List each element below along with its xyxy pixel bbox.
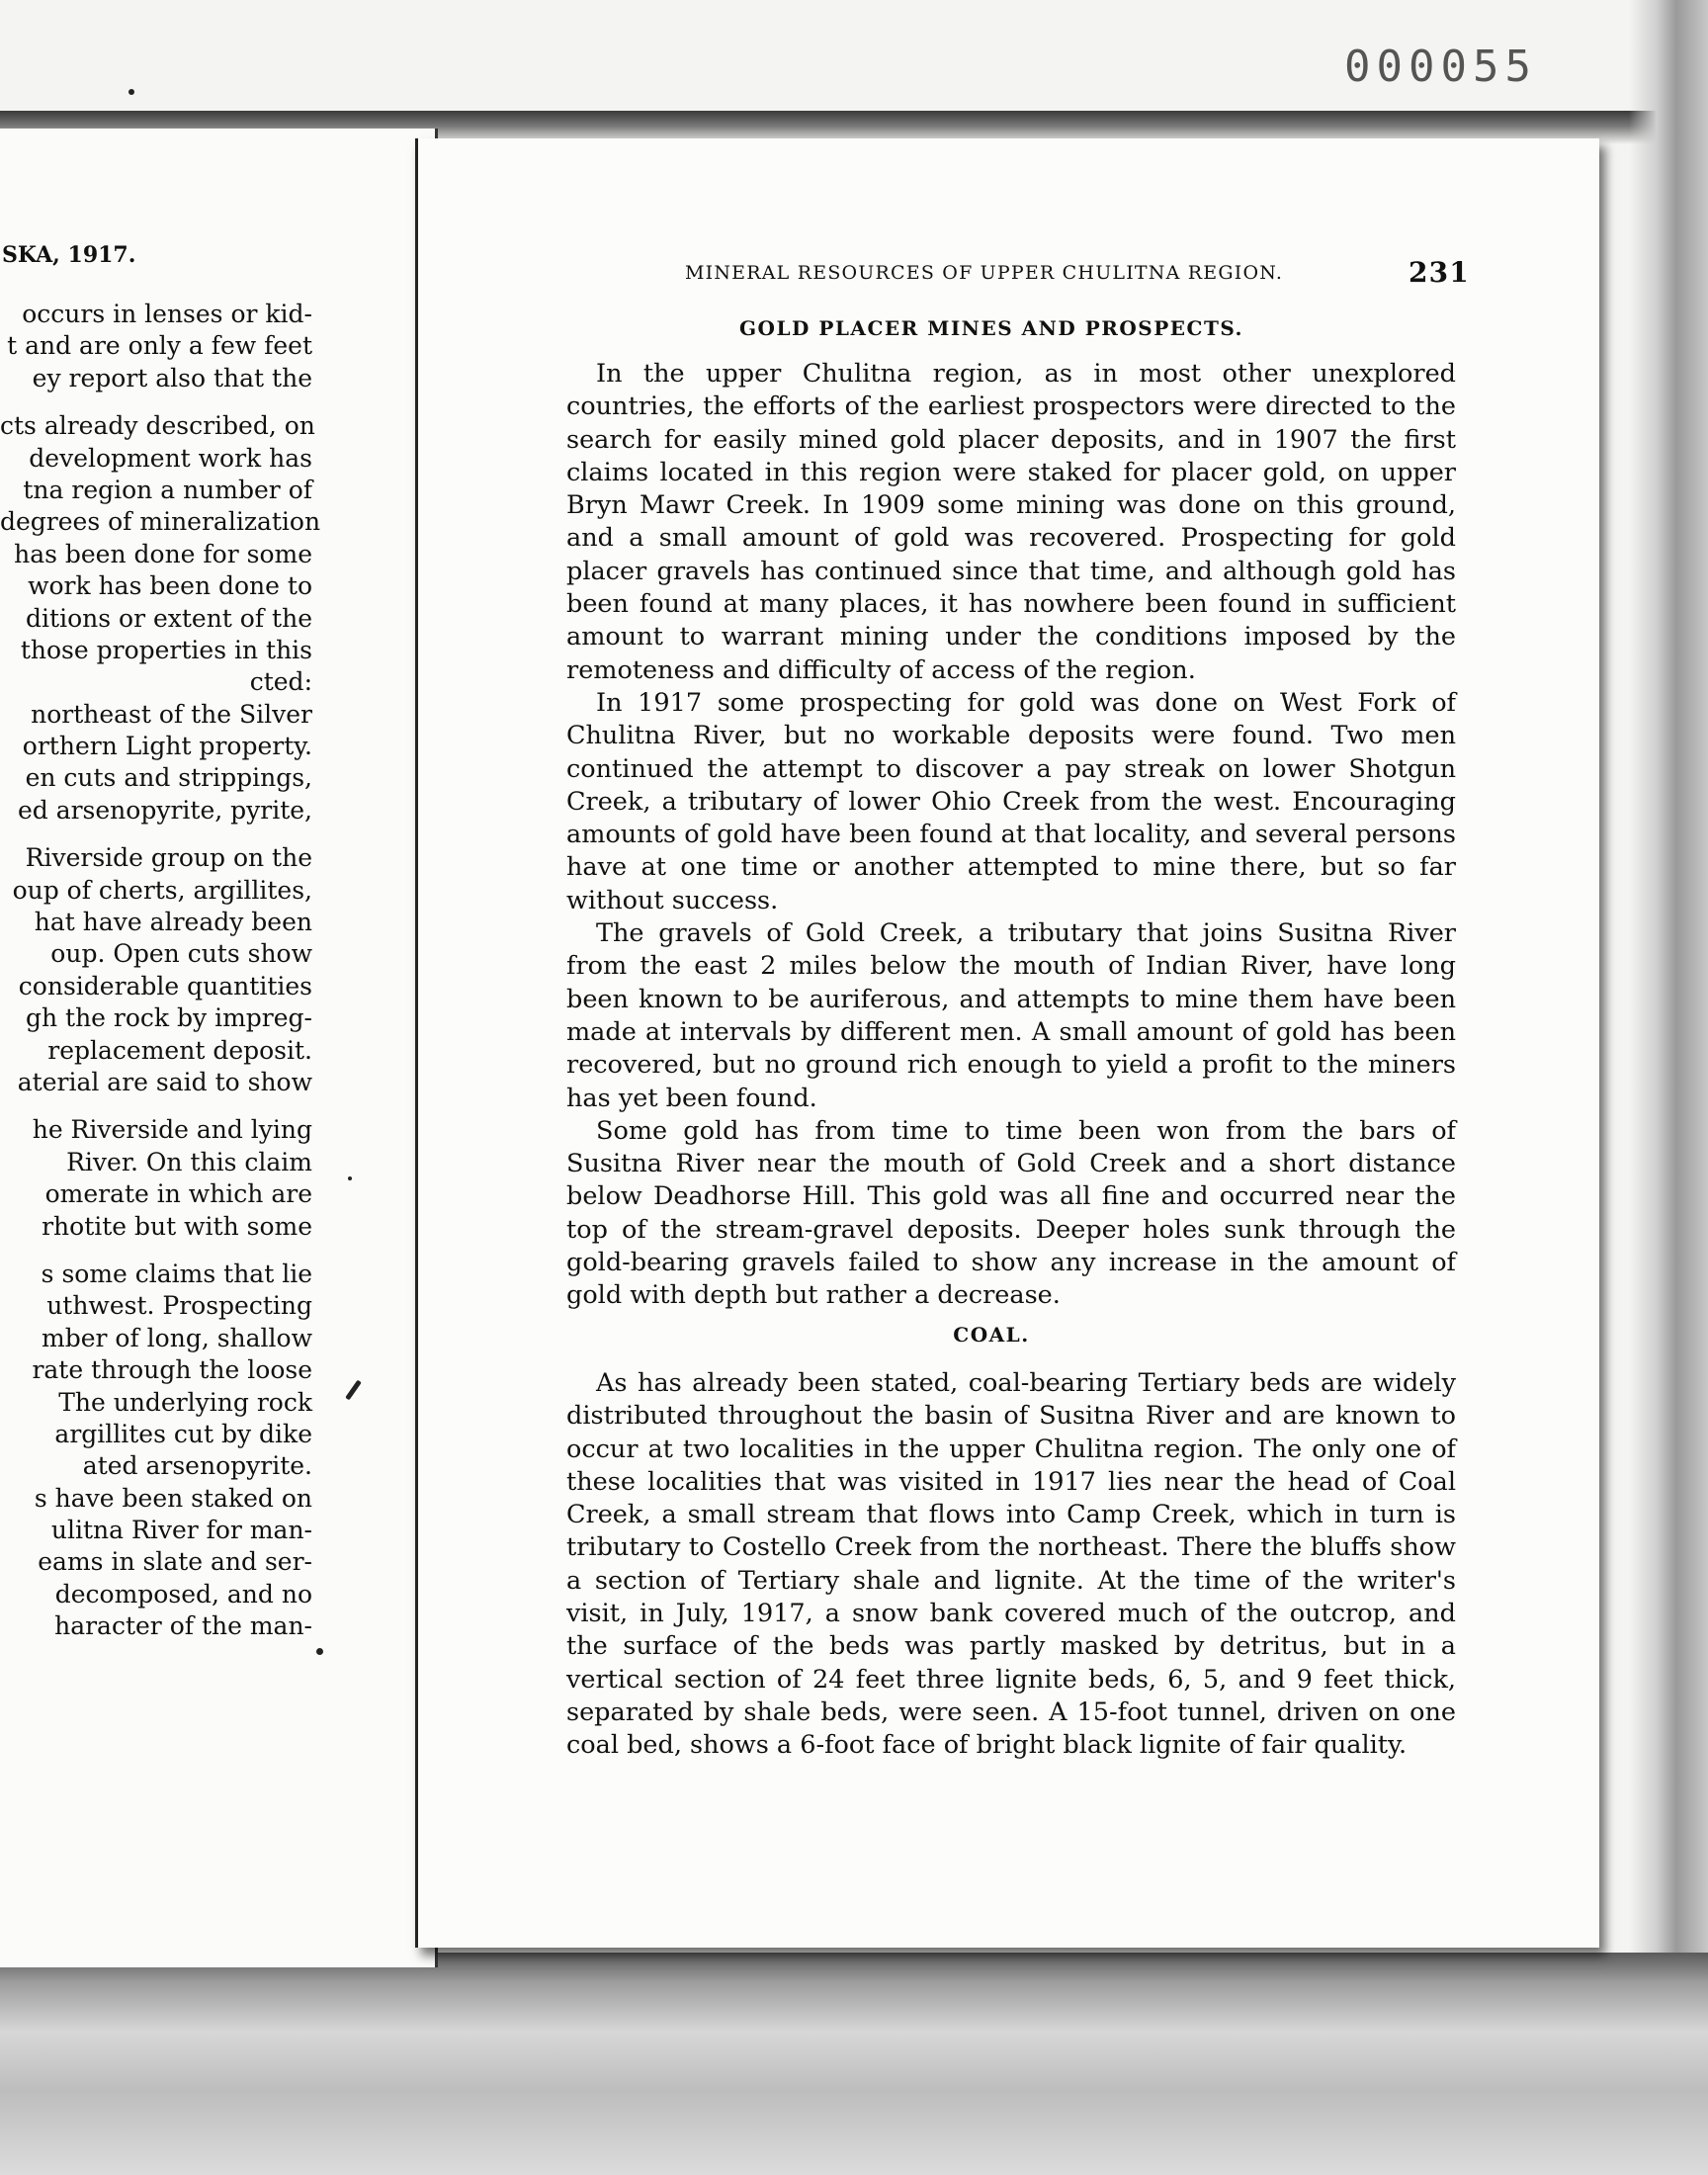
left-text-line xyxy=(0,826,435,842)
left-text-line: considerable quantities xyxy=(18,971,312,1000)
paragraph: In 1917 some prospecting for gold was done on West Fork of Chulitna River, but no workable deposits were found. Two men continued the attempt to discover a pay streak on lower Shotgun Creek, a tributary of lower Ohio Creek from the west. Encouraging amounts of gold have been found at that locality, and several persons have at one time or another attempted to mine there, but so far without success. xyxy=(566,687,1456,915)
left-text-line: oup. Open cuts show xyxy=(50,939,312,969)
left-text-line: hat have already been xyxy=(34,908,312,937)
left-text-line: has been done for some xyxy=(14,539,312,568)
left-text-line: ulitna River for man- xyxy=(50,1516,312,1545)
left-text-line: Riverside group on the xyxy=(25,843,312,873)
left-text-line: omerate in which are xyxy=(44,1179,312,1209)
left-text-line: mber of long, shallow xyxy=(42,1323,312,1352)
left-text-line: ey report also that the xyxy=(32,363,312,392)
left-text-line xyxy=(0,394,435,410)
scan-speck xyxy=(128,89,134,95)
left-text-line: The underlying rock xyxy=(58,1387,312,1417)
paragraph: Some gold has from time to time been won from the bars of Susitna River near the mouth of Gold Creek and a short distance below Deadhorse Hill. This gold was all fine and occurred near the top of the stream-gravel deposits. Deeper holes sunk through the gold-bearing gravels failed to show any increase in the amount of gold with depth but rather a decrease. xyxy=(566,1115,1456,1311)
left-text-line: cted: xyxy=(249,667,312,697)
left-text-line: s have been staked on xyxy=(34,1483,312,1513)
left-text-line: rate through the loose xyxy=(32,1355,312,1385)
left-text-line: development work has xyxy=(29,443,312,473)
left-text-line: River. On this claim xyxy=(66,1147,312,1176)
section-title-gold: GOLD PLACER MINES AND PROSPECTS. xyxy=(738,316,1244,340)
left-page-text xyxy=(0,299,435,1643)
paragraph: The gravels of Gold Creek, a tributary that joins Susitna River from the east 2 miles below the mouth of Indian River, have long been known to be auriferous, and attempts to mine them have been made at intervals by different men. A small amount of gold has been recovered, but no ground rich enough to yield a profit to the miners has yet been found. xyxy=(566,918,1456,1113)
scan-bottom-shadow xyxy=(0,1953,1708,2175)
section-title-coal: COAL. xyxy=(953,1323,1030,1347)
left-text-line xyxy=(0,1098,435,1114)
left-text-line: ed arsenopyrite, pyrite, xyxy=(17,795,312,825)
scan-speck xyxy=(316,1648,323,1655)
left-text-line: haracter of the man- xyxy=(54,1611,312,1641)
scan-right-edge xyxy=(1629,0,1708,2175)
archive-stamp-number: 000055 xyxy=(1344,42,1537,92)
scan-speck xyxy=(348,1176,352,1180)
running-head xyxy=(685,256,1476,298)
left-text-line: oup of cherts, argillites, xyxy=(12,875,312,905)
left-text-line: replacement deposit. xyxy=(47,1035,312,1065)
gold-section-text xyxy=(566,358,1456,1313)
left-text-line: decomposed, and no xyxy=(54,1579,312,1609)
left-running-head: SKA, 1917. xyxy=(2,242,136,268)
left-text-line: rhotite but with some xyxy=(42,1211,312,1241)
left-text-line: gh the rock by impreg- xyxy=(25,1003,312,1033)
left-text-line: orthern Light property. xyxy=(22,732,312,761)
left-text-line: those properties in this xyxy=(20,635,312,664)
left-text-line: aterial are said to show xyxy=(17,1067,312,1096)
left-text-line: en cuts and strippings, xyxy=(25,763,312,793)
left-text-line: he Riverside and lying xyxy=(32,1115,312,1145)
left-text-line: ditions or extent of the xyxy=(26,603,312,633)
left-text-line: s some claims that lie xyxy=(41,1259,312,1288)
left-text-line: ated arsenopyrite. xyxy=(82,1451,312,1481)
left-text-line: work has been done to xyxy=(28,571,312,601)
left-text-line: eams in slate and ser- xyxy=(38,1547,312,1577)
left-text-line: tna region a number of xyxy=(23,475,312,504)
left-text-line: degrees of mineralization xyxy=(0,507,321,537)
coal-section-text xyxy=(566,1367,1456,1763)
left-text-line: occurs in lenses or kid- xyxy=(22,300,312,328)
paragraph: As has already been stated, coal-bearing Tertiary beds are widely distributed throughout the basin of Susitna River and are known to occur at two localities in the upper Chulitna region. The only one of these localities that was visited in 1917 lies near the head of Coal Creek, a small stream that flows into Camp Creek, which in turn is tributary to Costello Creek from the northeast. There the bluffs show a section of Tertiary shale and lignite. At the time of the writer's visit, in July, 1917, a snow bank covered much of the outcrop, and the surface of the beds was partly masked by detritus, but in a vertical section of 24 feet three lignite beds, 6, 5, and 9 feet thick, separated by shale beds, were seen. A 15-foot tunnel, driven on one coal bed, shows a 6-foot face of bright black lignite of fair quality. xyxy=(566,1368,1456,1761)
left-text-line xyxy=(0,1243,435,1259)
left-text-line: cts already described, on xyxy=(0,411,315,441)
paragraph: In the upper Chulitna region, as in most other unexplored countries, the efforts of the earliest prospectors were directed to the search for easily mined gold placer deposits, and in 1907 the first claims located in this region were staked for placer gold, on upper Bryn Mawr Creek. In 1909 some mining was done on this ground, and a small amount of gold was recovered. Prospecting for gold placer gravels has continued since that time, and although gold has been found at many places, it has nowhere been found in sufficient amount to warrant mining under the conditions imposed by the remoteness and difficulty of access of the region. xyxy=(566,359,1456,685)
page-number: 231 xyxy=(1408,256,1470,289)
left-page xyxy=(0,129,438,1967)
left-text-line: argillites cut by dike xyxy=(54,1419,312,1448)
left-text-line: uthwest. Prospecting xyxy=(46,1291,312,1321)
running-head-title: MINERAL RESOURCES OF UPPER CHULITNA REGION. xyxy=(685,262,1284,284)
left-text-line: t and are only a few feet xyxy=(7,331,312,361)
left-text-line: northeast of the Silver xyxy=(31,699,312,729)
right-page xyxy=(415,138,1599,1948)
